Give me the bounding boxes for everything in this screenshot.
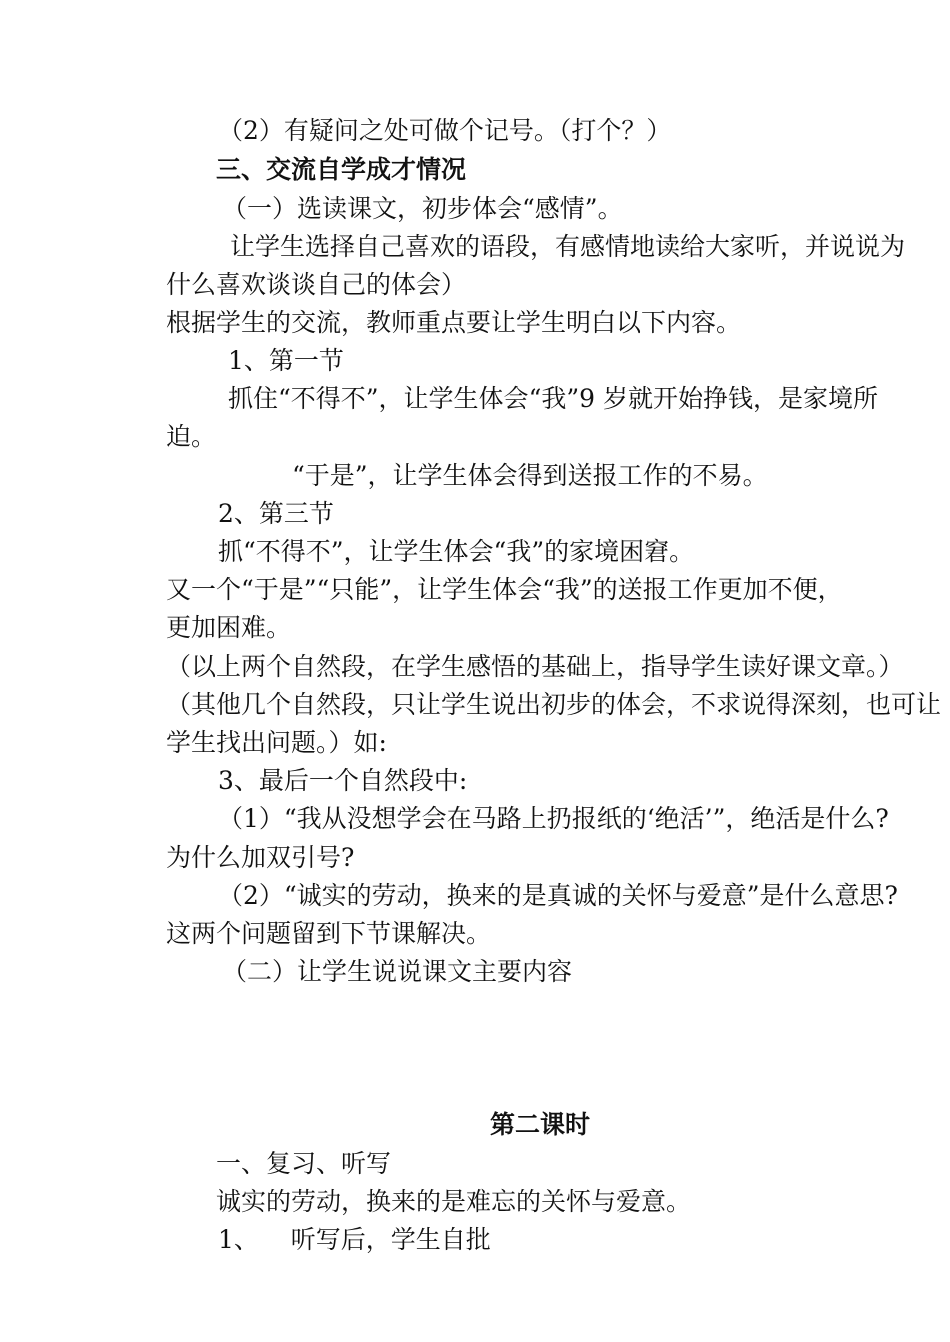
text-line: 学生找出问题。）如: <box>166 728 387 757</box>
subsection-heading: （二）让学生说说课文主要内容 <box>222 957 573 986</box>
text-line: 让学生选择自己喜欢的语段，有感情地读给大家听，并说说为 <box>230 232 906 261</box>
text-line: 又一个“于是”“只能”，让学生体会“我”的送报工作更加不便， <box>166 575 843 604</box>
text-line: （以上两个自然段，在学生感悟的基础上，指导学生读好课文章。） <box>166 652 904 681</box>
text-line: 抓“不得不”，让学生体会“我”的家境困窘。 <box>218 537 695 566</box>
text-line: 迫。 <box>166 422 217 451</box>
text-line: 诚实的劳动，换来的是难忘的关怀与爱意。 <box>216 1187 692 1216</box>
text-line: （2）有疑问之处可做个记号。（打个？） <box>218 116 672 145</box>
lesson-title: 第二课时 <box>490 1110 591 1139</box>
text-line: 更加困难。 <box>166 613 292 642</box>
text-line: 什么喜欢谈谈自己的体会） <box>166 270 467 299</box>
text-line: 抓住“不得不”，让学生体会“我”9 岁就开始挣钱，是家境所 <box>228 384 878 413</box>
text-line: 这两个问题留到下节课解决。 <box>166 919 492 948</box>
item-heading: 2、第三节 <box>218 499 334 528</box>
item-heading: 1、第一节 <box>228 346 344 375</box>
text-line: （其他几个自然段，只让学生说出初步的体会，不求说得深刻，也可让 <box>166 690 942 719</box>
text-line: （2）“诚实的劳动，换来的是真诚的关怀与爱意”是什么意思? <box>218 881 898 910</box>
item-heading: 3、最后一个自然段中: <box>218 766 468 795</box>
item-heading: 1、 听写后，学生自批 <box>218 1225 491 1254</box>
text-line: 为什么加双引号? <box>166 843 355 872</box>
section-heading: 三、交流自学成才情况 <box>216 155 467 184</box>
text-line: “于是”，让学生体会得到送报工作的不易。 <box>292 461 768 490</box>
text-line: （1）“我从没想学会在马路上扔报纸的‘绝活’”，绝活是什么? <box>218 804 889 833</box>
text-line: 根据学生的交流，教师重点要让学生明白以下内容。 <box>166 308 742 337</box>
section-heading: 一、复习、听写 <box>216 1149 392 1178</box>
subsection-heading: （一）选读课文，初步体会“感情”。 <box>222 194 623 223</box>
